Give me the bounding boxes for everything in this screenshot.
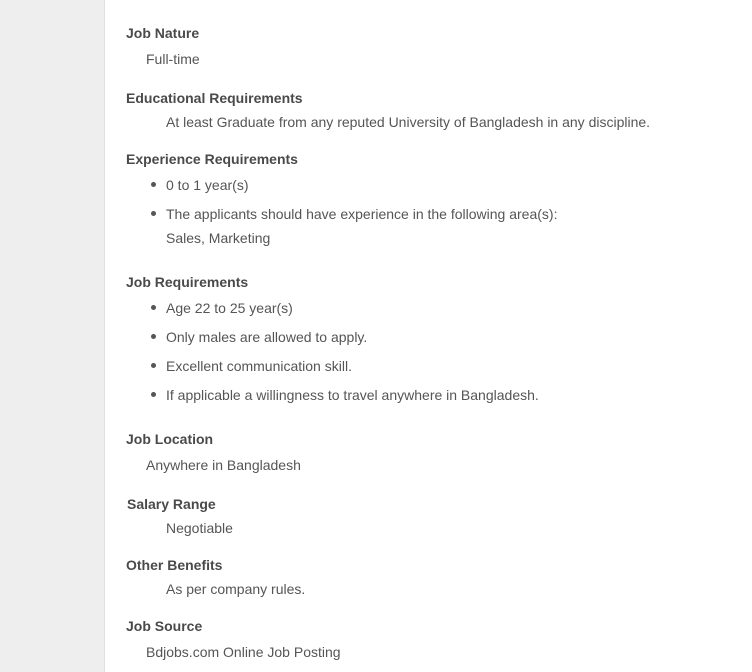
bullet-icon [151, 334, 156, 339]
job-requirement-item: Only males are allowed to apply. [166, 329, 368, 345]
other-benefits-heading: Other Benefits [126, 557, 223, 573]
experience-item: 0 to 1 year(s) [166, 177, 249, 193]
experience-requirements-heading: Experience Requirements [126, 151, 298, 167]
job-location-value: Anywhere in Bangladesh [146, 457, 301, 473]
bullet-icon [151, 363, 156, 368]
job-requirements-heading: Job Requirements [126, 274, 249, 290]
job-nature-value: Full-time [146, 51, 200, 67]
job-details-panel [105, 0, 752, 672]
job-nature-heading: Job Nature [126, 25, 200, 41]
educational-requirements-value: At least Graduate from any reputed University of Bangladesh in any discipline. [166, 114, 651, 130]
bullet-icon [151, 182, 156, 187]
job-location-heading: Job Location [126, 431, 214, 447]
bullet-icon [151, 211, 156, 216]
job-requirement-item: Age 22 to 25 year(s) [166, 300, 293, 316]
bullet-icon [151, 392, 156, 397]
bullet-icon [151, 305, 156, 310]
salary-range-value: Negotiable [166, 520, 233, 536]
left-gutter [0, 0, 105, 672]
job-source-heading: Job Source [126, 618, 203, 634]
experience-areas: Sales, Marketing [166, 230, 271, 246]
salary-range-heading: Salary Range [127, 496, 216, 512]
job-requirement-item: Excellent communication skill. [166, 358, 352, 374]
other-benefits-value: As per company rules. [166, 581, 306, 597]
job-source-value: Bdjobs.com Online Job Posting [146, 644, 341, 660]
experience-item: The applicants should have experience in the following area(s): [166, 206, 558, 222]
educational-requirements-heading: Educational Requirements [126, 90, 303, 106]
job-requirement-item: If applicable a willingness to travel anywhere in Bangladesh. [166, 387, 539, 403]
